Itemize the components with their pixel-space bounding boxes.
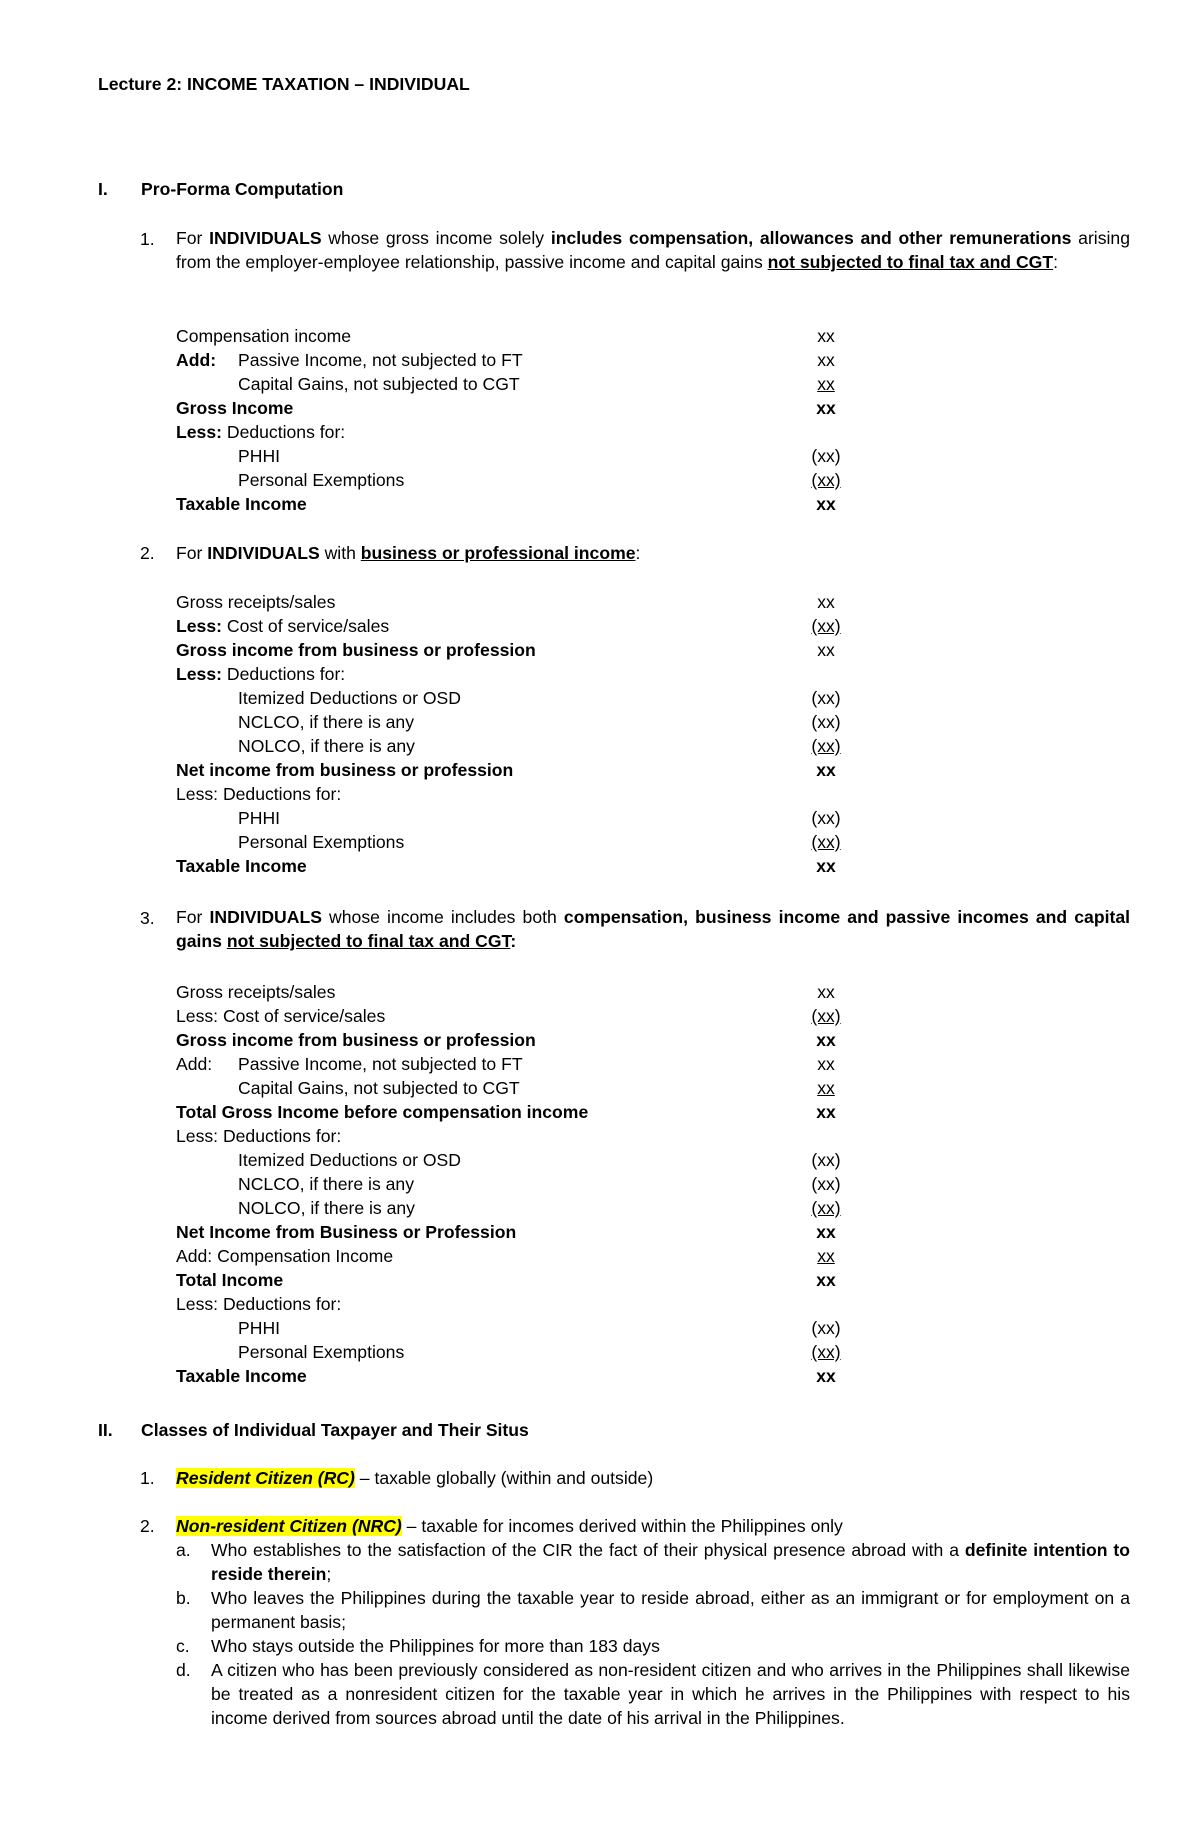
row-label: NCLCO, if there is any — [238, 1174, 414, 1194]
row-label: Total Gross Income before compensation income — [176, 1102, 589, 1122]
row-amount: xx — [816, 760, 836, 780]
row-amount: xx — [817, 326, 835, 346]
row-amount: (xx) — [811, 736, 841, 756]
row-label: Add: Compensation Income — [176, 1246, 394, 1266]
row-label: NOLCO, if there is any — [238, 1198, 415, 1218]
row-label: Gross income from business or profession — [176, 640, 536, 660]
row-amount: (xx) — [811, 1150, 841, 1170]
row-amount: xx — [816, 856, 836, 876]
row-label: Gross Income — [176, 398, 294, 418]
row-amount: xx — [816, 494, 836, 514]
row-label: PHHI — [238, 446, 281, 466]
row-label: Less: Cost of service/sales — [176, 1006, 386, 1026]
row-label: Total Income — [176, 1270, 284, 1290]
row-label: Less: Deductions for: — [176, 1126, 342, 1146]
resident-citizen-term: Resident Citizen (RC) — [176, 1468, 355, 1488]
item-1-number: 1. — [140, 229, 155, 249]
row-amount: (xx) — [811, 1342, 841, 1362]
row-label: Net Income from Business or Profession — [176, 1222, 517, 1242]
section-2-heading: Classes of Individual Taxpayer and Their Situs — [141, 1420, 529, 1440]
row-label: Less: Deductions for: — [176, 664, 346, 684]
item-3-paragraph: For INDIVIDUALS whose income includes both compensation, business income and passive incomes and capital gains not subjected to final tax and CGT: — [176, 907, 1130, 952]
section-1-numeral: I. — [98, 179, 108, 199]
row-amount: (xx) — [811, 1318, 841, 1338]
row-amount: xx — [816, 1030, 836, 1050]
sub-item-b: Who leaves the Philippines during the taxable year to reside abroad, either as an immigrant or for employment on a permanent basis; — [211, 1588, 1130, 1633]
row-amount: xx — [816, 1270, 836, 1290]
row-amount: (xx) — [811, 808, 841, 828]
row-amount: (xx) — [811, 1006, 841, 1026]
row-label: Compensation income — [176, 326, 352, 346]
row-label: NOLCO, if there is any — [238, 736, 415, 756]
class-2-text: Non-resident Citizen (NRC) – taxable for incomes derived within the Philippines only — [176, 1516, 843, 1536]
row-amount: (xx) — [811, 446, 841, 466]
row-label: Personal Exemptions — [238, 832, 405, 852]
row-label: Less: Deductions for: — [176, 422, 346, 442]
sub-item-letter: d. — [176, 1660, 191, 1680]
row-label: Less: Deductions for: — [176, 1294, 342, 1314]
row-amount: (xx) — [811, 688, 841, 708]
non-resident-citizen-term: Non-resident Citizen (NRC) — [176, 1516, 402, 1536]
row-label: NCLCO, if there is any — [238, 712, 414, 732]
class-2-number: 2. — [140, 1516, 155, 1536]
row-amount: xx — [817, 640, 835, 660]
class-1-number: 1. — [140, 1468, 155, 1488]
row-amount: (xx) — [811, 1174, 841, 1194]
row-label: Gross receipts/sales — [176, 982, 336, 1002]
row-amount: (xx) — [811, 832, 841, 852]
row-amount: xx — [817, 1078, 835, 1098]
item-2-number: 2. — [140, 543, 155, 563]
row-label: Personal Exemptions — [238, 470, 405, 490]
sub-item-d: A citizen who has been previously considered as non-resident citizen and who arrives in the Philippines shall likewise be treated as a nonresident citizen for the taxable year in which he arrives in the Philippines with respect to his income derived from sources abroad until the date of his arrival in the Philippines. — [211, 1660, 1130, 1729]
row-amount: (xx) — [811, 712, 841, 732]
item-2-paragraph: For INDIVIDUALS with business or professional income: — [176, 543, 641, 563]
row-amount: xx — [816, 1366, 836, 1386]
row-label: Itemized Deductions or OSD — [238, 688, 461, 708]
row-label: Taxable Income — [176, 494, 307, 514]
row-amount: (xx) — [811, 1198, 841, 1218]
row-amount: xx — [817, 374, 835, 394]
row-amount: xx — [816, 398, 836, 418]
row-label: PHHI — [238, 808, 281, 828]
row-amount: (xx) — [811, 470, 841, 490]
sub-item-a: Who establishes to the satisfaction of the CIR the fact of their physical presence abroad with a definite intention to reside therein; — [211, 1540, 1130, 1585]
row-label: Itemized Deductions or OSD — [238, 1150, 461, 1170]
row-prefix: Add: — [176, 1054, 213, 1074]
row-amount: xx — [816, 1222, 836, 1242]
row-label: Capital Gains, not subjected to CGT — [238, 374, 520, 394]
row-label: Less: Cost of service/sales — [176, 616, 390, 636]
row-label: Gross income from business or profession — [176, 1030, 536, 1050]
row-label: Net income from business or profession — [176, 760, 514, 780]
section-1-heading: Pro-Forma Computation — [141, 179, 344, 199]
row-label: Taxable Income — [176, 856, 307, 876]
row-amount: (xx) — [811, 616, 841, 636]
row-amount: xx — [817, 350, 835, 370]
sub-item-letter: a. — [176, 1540, 191, 1560]
row-amount: xx — [816, 1102, 836, 1122]
row-amount: xx — [817, 1054, 835, 1074]
row-label: Less: Deductions for: — [176, 784, 342, 804]
row-prefix: Add: — [176, 350, 217, 370]
item-1-paragraph: For INDIVIDUALS whose gross income solely includes compensation, allowances and other remunerations arising from the employer-employee relationship, passive income and capital gains not subjected to final tax and CGT: — [176, 228, 1130, 273]
row-label: Passive Income, not subjected to FT — [238, 350, 523, 370]
section-2-numeral: II. — [98, 1420, 113, 1440]
item-3-number: 3. — [140, 908, 155, 928]
row-label: Taxable Income — [176, 1366, 307, 1386]
row-amount: xx — [817, 592, 835, 612]
row-label: Capital Gains, not subjected to CGT — [238, 1078, 520, 1098]
row-amount: xx — [817, 1246, 835, 1266]
row-label: Passive Income, not subjected to FT — [238, 1054, 523, 1074]
class-1-text: Resident Citizen (RC) – taxable globally (within and outside) — [176, 1468, 654, 1488]
sub-item-c: Who stays outside the Philippines for more than 183 days — [211, 1636, 660, 1656]
sub-item-letter: b. — [176, 1588, 191, 1608]
row-label: Personal Exemptions — [238, 1342, 405, 1362]
lecture-title: Lecture 2: INCOME TAXATION – INDIVIDUAL — [98, 74, 470, 94]
sub-item-letter: c. — [176, 1636, 190, 1656]
row-label: Gross receipts/sales — [176, 592, 336, 612]
row-amount: xx — [817, 982, 835, 1002]
row-label: PHHI — [238, 1318, 281, 1338]
